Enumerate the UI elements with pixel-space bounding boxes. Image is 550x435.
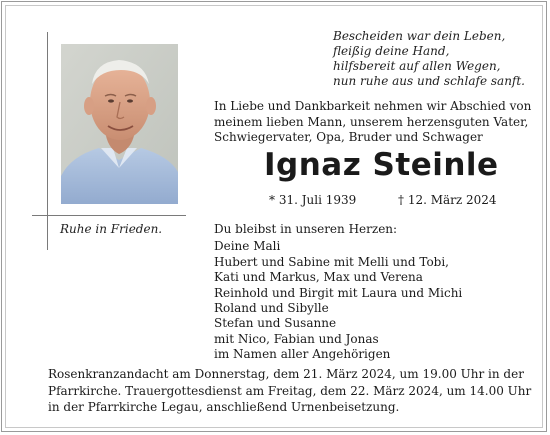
announcement-line: Pfarrkirche. Trauergottesdienst am Freitag, dem 22. März 2024, um 14.00 Uhr xyxy=(48,383,532,398)
intro-line: Schwiegervater, Opa, Bruder und Schwager xyxy=(214,130,483,144)
birth-date: * 31. Juli 1939 xyxy=(269,193,357,207)
mourner-line: Reinhold und Birgit mit Laura und Michi xyxy=(214,285,463,300)
mourner-line: mit Nico, Fabian und Jonas xyxy=(214,331,379,346)
poem xyxy=(333,29,543,89)
mourner-line: Hubert und Sabine mit Melli und Tobi, xyxy=(214,254,449,269)
mourner-line: im Namen aller Angehörigen xyxy=(214,347,391,362)
mourner-line: Kati und Markus, Max und Verena xyxy=(214,270,423,285)
poem-line: Bescheiden war dein Leben, xyxy=(333,29,506,43)
portrait-photo xyxy=(61,44,178,204)
announcement-line: in der Pfarrkirche Legau, anschließend Urnenbeisetzung. xyxy=(48,400,400,414)
photo-frame-vertical-line xyxy=(47,32,48,250)
intro-line: In Liebe und Dankbarkeit nehmen wir Abschied von xyxy=(214,99,532,113)
intro-line: meinem lieben Mann, unserem herzensguten Vater, xyxy=(214,114,529,129)
photo-frame-horizontal-line xyxy=(32,215,186,216)
mourner-line: Deine Mali xyxy=(214,239,281,254)
mourners-list xyxy=(214,222,544,363)
mourner-line: Stefan und Susanne xyxy=(214,316,337,331)
death-date: † 12. März 2024 xyxy=(398,193,497,207)
poem-line: fleißig deine Hand, xyxy=(333,44,450,58)
mourners-heading: Du bleibst in unseren Herzen: xyxy=(214,222,398,236)
poem-line: nun ruhe aus und schlafe sanft. xyxy=(333,74,525,88)
service-announcement xyxy=(48,366,544,416)
mourner-line: Roland und Sibylle xyxy=(214,301,329,316)
photo-caption: Ruhe in Frieden. xyxy=(60,222,163,236)
farewell-intro xyxy=(214,99,544,146)
poem-line: hilfsbereit auf allen Wegen, xyxy=(333,59,501,73)
deceased-name: Ignaz Steinle xyxy=(264,147,499,183)
announcement-line: Rosenkranzandacht am Donnerstag, dem 21. März 2024, um 19.00 Uhr in der xyxy=(48,367,524,381)
